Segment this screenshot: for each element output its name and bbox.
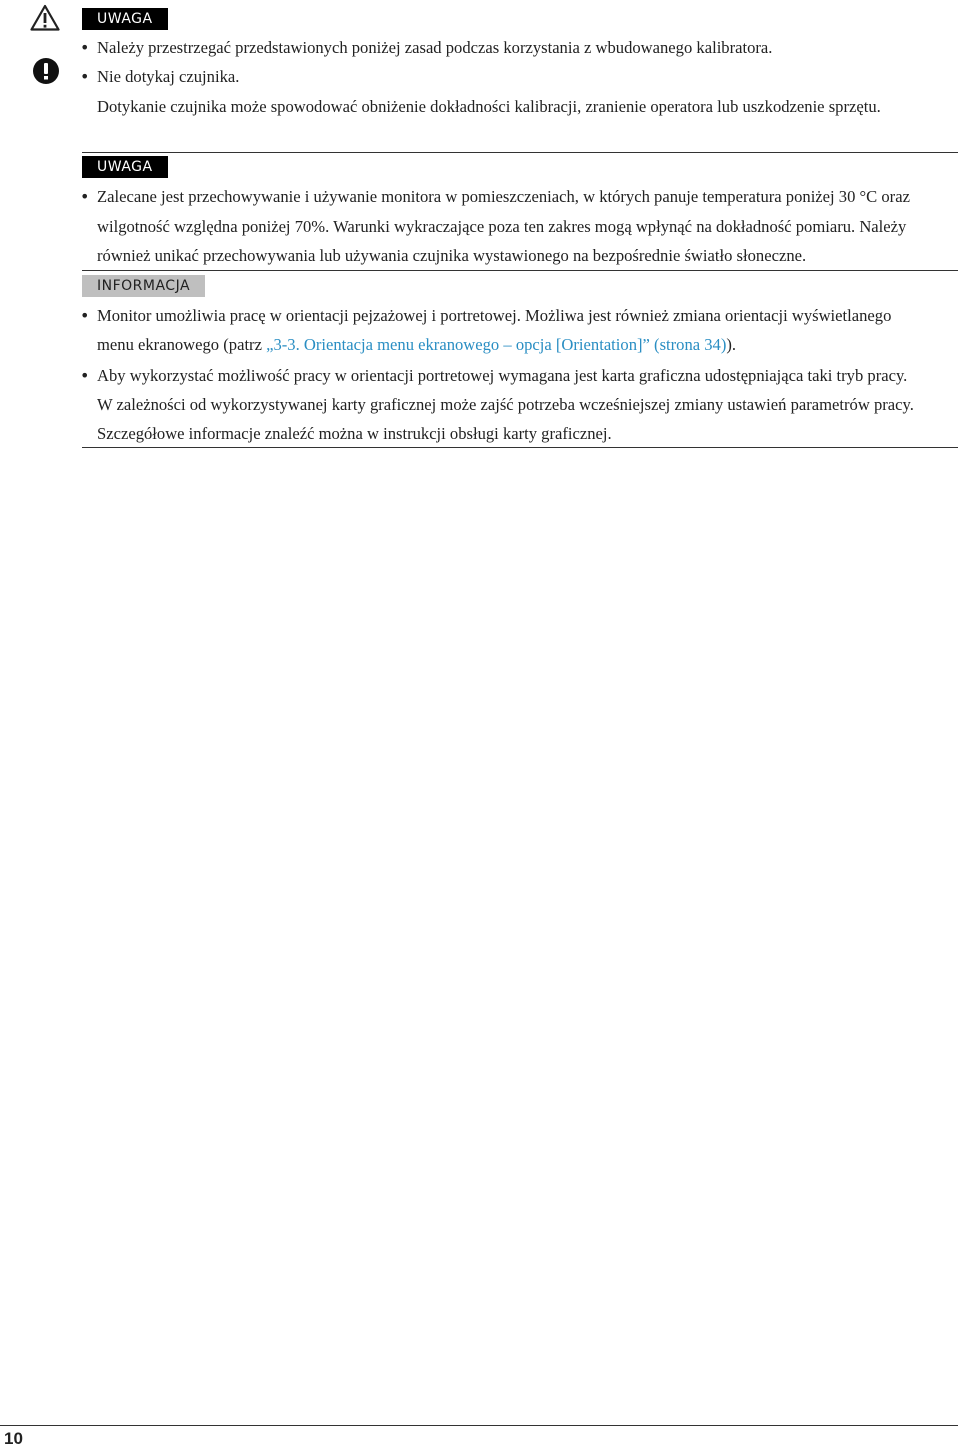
- info-text-2-prefix: menu ekranowego (patrz: [97, 335, 267, 354]
- info-text-5: Szczegółowe informacje znaleźć można w instrukcji obsługi karty graficznej.: [97, 424, 612, 443]
- note-text-3: również unikać przechowywania lub używania czujnika wystawionego na bezpośrednie światło słoneczne.: [97, 246, 807, 265]
- note-label: UWAGA: [82, 156, 168, 178]
- bullet: •: [80, 187, 90, 206]
- info-text-1: Monitor umożliwia pracę w orientacji pejzażowej i portretowej. Możliwa jest również zmiana orientacji wyświetlanego: [97, 306, 892, 325]
- note-text-2: wilgotność względna poniżej 70%. Warunki wykraczające poza ten zakres mogą wpłynąć na dokładność pomiaru. Należy: [97, 217, 907, 236]
- caution-text-2: Nie dotykaj czujnika.: [97, 67, 240, 86]
- note-text-1: Zalecane jest przechowywanie i używanie monitora w pomieszczeniach, w których panuje temperatura poniżej 30 °C oraz: [97, 187, 910, 206]
- bullet: •: [80, 67, 90, 86]
- info-label: INFORMACJA: [82, 275, 205, 297]
- divider: [82, 152, 958, 153]
- caution-text-2-cont: Dotykanie czujnika może spowodować obniżenie dokładności kalibracji, zranienie operatora lub uszkodzenie sprzętu.: [97, 97, 881, 116]
- info-text-4: W zależności od wykorzystywanej karty graficznej może zajść potrzeba wcześniejszej zmiany ustawień parametrów pracy.: [97, 395, 914, 414]
- page-number: 10: [4, 1429, 23, 1448]
- warning-triangle-icon: [30, 4, 60, 31]
- mandatory-exclamation-icon: [33, 58, 59, 84]
- orientation-menu-link[interactable]: „3-3. Orientacja menu ekranowego – opcja [Orientation]” (strona 34): [266, 335, 727, 354]
- info-text-2-suffix: ).: [726, 335, 737, 354]
- caution-label: UWAGA: [82, 8, 168, 30]
- bullet: •: [80, 306, 90, 325]
- bullet: •: [80, 38, 90, 57]
- divider: [82, 447, 958, 448]
- divider: [82, 270, 958, 271]
- caution-text-1: Należy przestrzegać przedstawionych poniżej zasad podczas korzystania z wbudowanego kalibratora.: [97, 38, 773, 57]
- info-text-2: [97, 335, 736, 355]
- bullet: •: [80, 366, 90, 385]
- info-text-3: Aby wykorzystać możliwość pracy w orientacji portretowej wymagana jest karta graficzna udostępniająca taki tryb pracy.: [97, 366, 908, 385]
- footer-divider: [0, 1425, 958, 1426]
